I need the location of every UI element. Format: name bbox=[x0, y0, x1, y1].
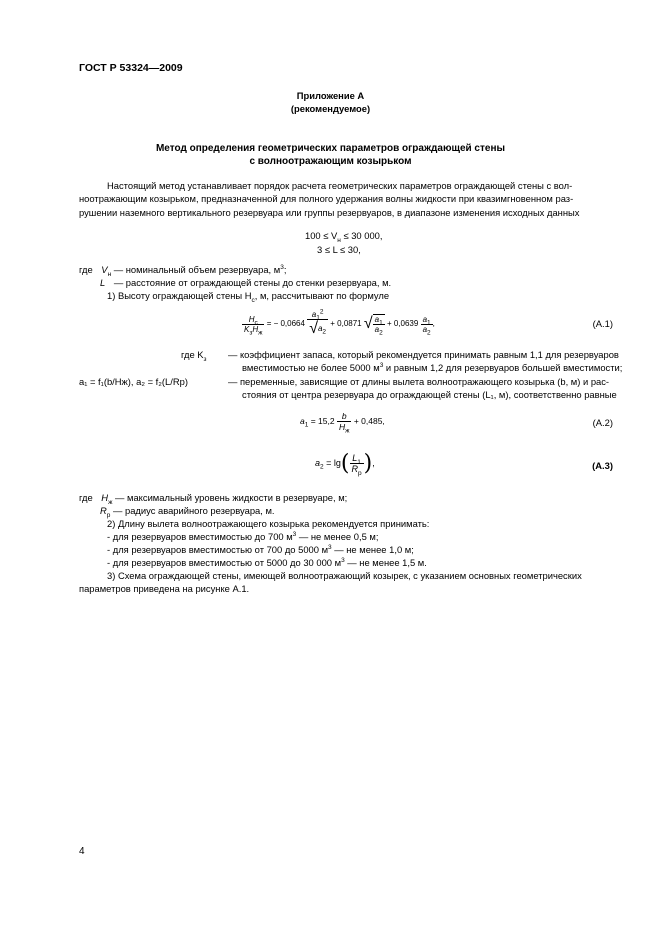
equation-a1-number: (А.1) bbox=[592, 318, 613, 329]
step-3-line-2: параметров приведена на рисунке А.1. bbox=[79, 583, 250, 594]
definition-k-text-2: вместимостью не более 5000 $м^3$ и равным 1,2 для резервуаров большей вместимости; bbox=[242, 361, 623, 373]
document-code: ГОСТ Р 53324—2009 bbox=[79, 62, 183, 74]
sqrt-symbol-2: √ bbox=[363, 315, 373, 332]
equation-a1: $\frac{H_с}{K_зH_ж}$ = − 0,0664 $\frac{a_1^2}{√a_2}$ + 0,0871 √ $\frac{a_1}{a_2}$ + 0,0639 $\frac{a_1}{a_2}$ , bbox=[244, 308, 435, 337]
equation-a2: $a_1 = 15,2$ $\frac{b}{H_ж}$ + 0,485, bbox=[300, 411, 385, 435]
equation-a3: $a_2 = \lg$( $\frac{L_1}{R_р}$ ), bbox=[315, 451, 375, 477]
list-item: - для резервуаров вместимостью от 700 до 5000 $м^3$ — не менее 1,0 м; bbox=[107, 543, 414, 555]
equation-a2-number: (А.2) bbox=[592, 417, 613, 428]
appendix-title: Приложение А bbox=[296, 90, 365, 101]
list-item: - для резервуаров вместимостью от 5000 до 30 000 $м^3$ — не менее 1,5 м. bbox=[107, 556, 427, 568]
definition-k-lead: где $K_з$ bbox=[181, 349, 207, 363]
step-2-title: 2) Длину вылета волноотражающего козырька рекомендуется принимать: bbox=[107, 518, 430, 529]
equation-a3-number: (А.3) bbox=[592, 460, 613, 471]
definition-a-text-2: стояния от центра резервуара до ограждающей стены (L₁, м), соответственно равные bbox=[242, 389, 617, 400]
step-1-text: 1) Высоту ограждающей стены $H_с$, м, рассчитывают по формуле bbox=[107, 290, 390, 304]
page-number: 4 bbox=[79, 846, 85, 857]
range-line-1: $100 \le V_н \le 30$ 000, bbox=[305, 230, 383, 244]
sqrt-symbol: √ bbox=[309, 320, 318, 337]
section-title-line2: с волноотражающим козырьком bbox=[249, 156, 412, 167]
intro-line-3: рушении наземного вертикального резервуара или группы резервуаров, в диапазоне изменения исходных данных bbox=[79, 207, 580, 218]
appendix-subtitle: (рекомендуемое) bbox=[290, 103, 371, 114]
definition-h: где $H_ж$ — максимальный уровень жидкости в резервуаре, м; bbox=[79, 492, 348, 506]
definition-l: L — расстояние от ограждающей стены до стенки резервуара, м. bbox=[100, 277, 392, 288]
intro-line-2: ноотражающим козырьком, предназначенной для полного удержания волны жидкости при квазимгновенном раз- bbox=[79, 193, 574, 204]
definition-k-text-1: — коэффициент запаса, который рекомендуется принимать равным 1,1 для резервуаров bbox=[228, 349, 619, 360]
intro-line-1: Настоящий метод устанавливает порядок расчета геометрических параметров ограждающей стены с вол- bbox=[107, 180, 573, 191]
step-3-line-1: 3) Схема ограждающей стены, имеющей волноотражающий козырек, с указанием основных геометрических bbox=[107, 570, 582, 581]
section-title-line1: Метод определения геометрических параметров ограждающей стены bbox=[155, 143, 506, 154]
definition-a-text-1: — переменные, зависящие от длины вылета волноотражающего козырька (b, м) и рас- bbox=[228, 376, 610, 387]
definition-a-lead: a₁ = f₁(b/Hж), a₂ = f₂(L/Rр) bbox=[79, 376, 188, 387]
definition-v: где $V_н$ — номинальный объем резервуара, $м^3$; bbox=[79, 263, 287, 278]
definition-r: $R_р$ — радиус аварийного резервуара, м. bbox=[100, 505, 275, 519]
list-item: - для резервуаров вместимостью до 700 $м^3$ — не менее 0,5 м; bbox=[107, 530, 379, 542]
range-line-2: 3 ≤ L ≤ 30, bbox=[317, 244, 361, 255]
